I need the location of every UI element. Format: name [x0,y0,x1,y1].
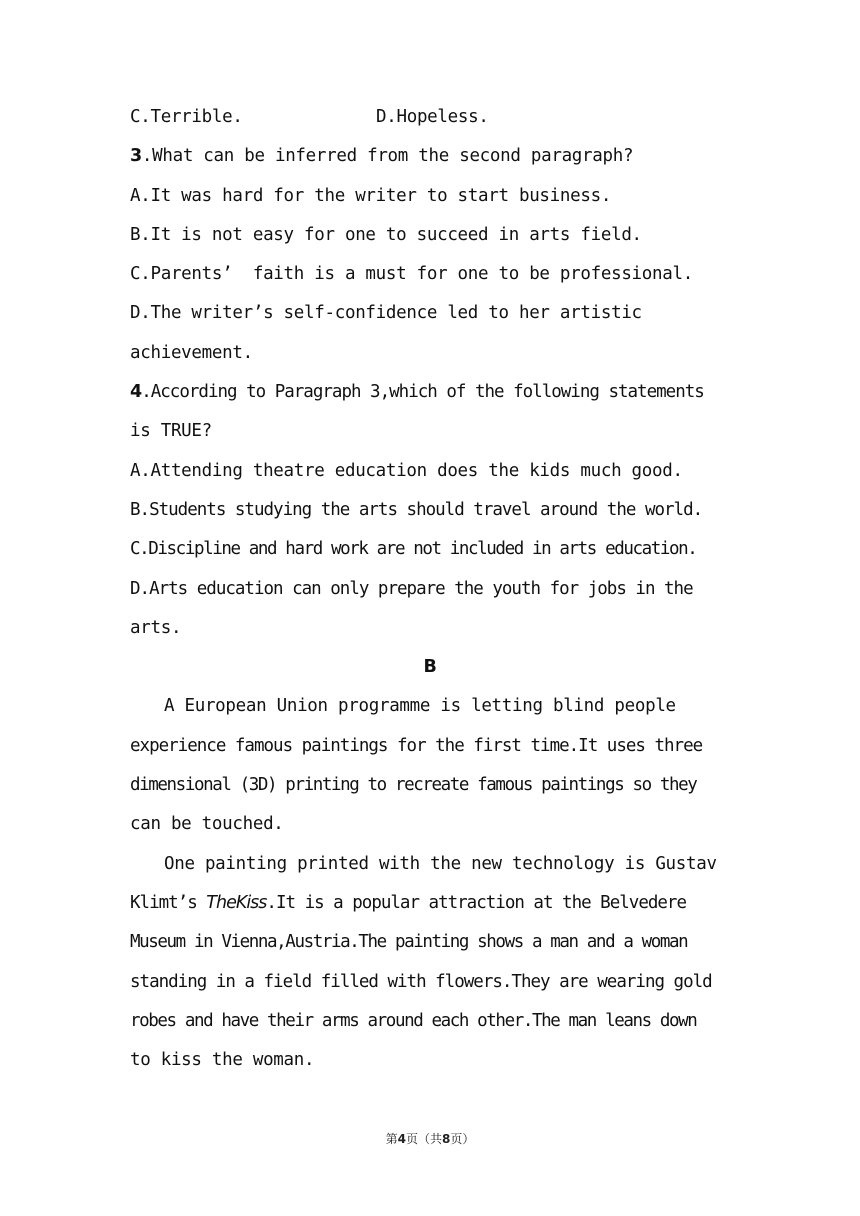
q2-option-c: C.Terrible. [130,107,243,127]
passage-p1-line-1: A European Union programme is letting blind people [164,696,676,717]
section-heading: B [423,657,437,678]
q4-option-c: C.Discipline and hard work are not included in arts education. [130,539,697,560]
q4-number: 4 [130,382,142,403]
footer-mid: 页（共 [405,1132,442,1146]
q3-option-a: A.It was hard for the writer to start business. [130,185,612,206]
q4-option-a: A.Attending theatre education does the kids much good. [130,460,683,481]
q4-option-d-continued: arts. [130,617,182,638]
painting-title: TheKiss [206,892,267,913]
document-body [130,98,730,1080]
passage-p1-line-4: can be touched. [130,814,284,835]
passage-p2-line-3: Museum in Vienna,Austria.The painting shows a man and a woman [130,932,688,953]
q4-option-b: B.Students studying the arts should travel around the world. [130,499,703,520]
q2-options-row [130,98,730,137]
q3-number: 3 [130,146,142,167]
footer-prefix: 第 [385,1132,398,1146]
q3-option-d-continued: achievement. [130,342,253,363]
passage-p2-line-6: to kiss the woman. [130,1050,315,1071]
footer-total-pages: 8 [442,1132,451,1146]
passage-p2-line-1: One painting printed with the new technology is Gustav [164,853,717,874]
q4-stem-continued: is TRUE? [130,421,212,442]
passage-p2-line-5: robes and have their arms around each other.The man leans down [130,1010,697,1031]
q4-stem-text: .According to Paragraph 3,which of the following statements [141,382,704,403]
passage-p2-line-4: standing in a field filled with flowers.They are wearing gold [130,971,712,992]
footer-suffix: 页） [450,1132,475,1146]
passage-p2-line-2 [130,884,730,923]
passage-p2-line-2-post: .It is a popular attraction at the Belvedere [266,892,687,913]
q2-option-d: D.Hopeless. [376,107,489,127]
passage-p1-line-2: experience famous paintings for the first time.It uses three [130,735,703,756]
q3-option-b: B.It is not easy for one to succeed in arts field. [130,224,642,245]
footer-page-number: 4 [397,1132,406,1146]
q4-stem [130,373,730,412]
q3-stem-text: .What can be inferred from the second paragraph? [141,146,634,167]
page-footer [0,1130,860,1147]
q3-option-d: D.The writer’s self-confidence led to her artistic [130,303,642,324]
passage-p1-line-3: dimensional (3D) printing to recreate famous paintings so they [130,775,697,796]
q3-stem [130,137,730,176]
passage-p2-line-2-pre: Klimt’s [130,892,207,913]
q4-option-d: D.Arts education can only prepare the youth for jobs in the [130,578,693,599]
q3-option-c: C.Parents’ faith is a must for one to be professional. [130,264,693,285]
